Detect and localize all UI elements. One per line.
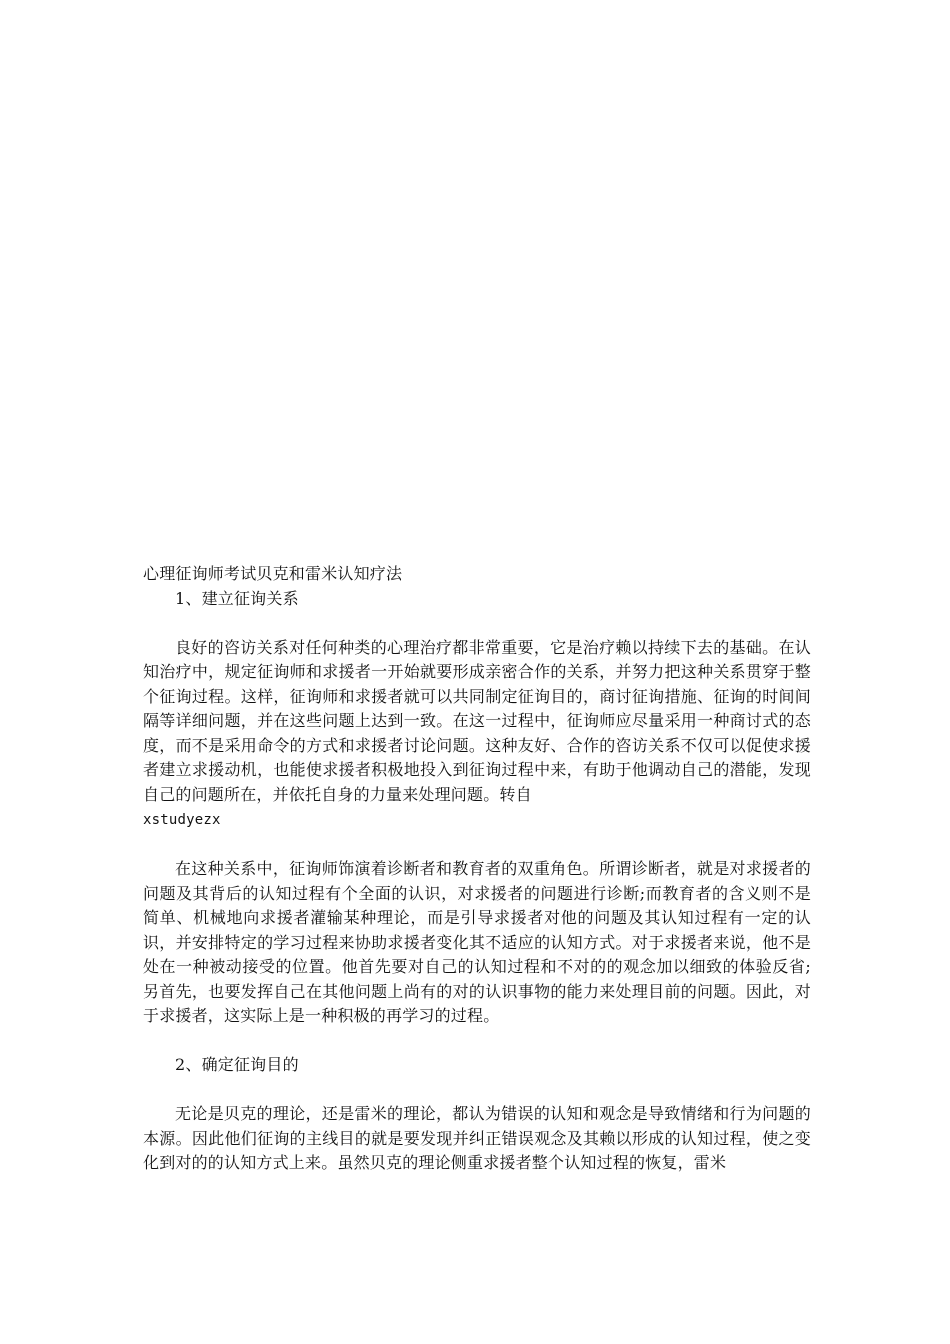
paragraph-consulting-goal: 无论是贝克的理论，还是雷米的理论，都认为错误的认知和观念是导致情绪和行为问题的本源。因此他们征询的主线目的就是要发现并纠正错误观念及其赖以形成的认知过程，使之变化到对的的认知方式上来。虽然贝克的理论侧重求援者整个认知过程的恢复，雷米 bbox=[143, 1104, 811, 1172]
blank-line bbox=[143, 611, 811, 636]
document-body bbox=[143, 562, 811, 1176]
blank-line bbox=[143, 1029, 811, 1054]
paragraph-dual-role: 在这种关系中，征询师饰演着诊断者和教育者的双重角色。所谓诊断者，就是对求援者的问题及其背后的认知过程有个全面的认识，对求援者的问题进行诊断;而教育者的含义则不是简单、机械地向求援者灌输某种理论，而是引导求援者对他的问题及其认知过程有一定的认识，并安排特定的学习过程来协助求援者变化其不适应的认知方式。对于求援者来说，他不是处在一种被动接受的位置。他首先要对自己的认知过程和不对的的观念加以细致的体验反省;另首先，也要发挥自己在其他问题上尚有的对的认识事物的能力来处理目前的问题。因此，对于求援者，这实际上是一种积极的再学习的过程。 bbox=[143, 859, 811, 1025]
paragraph-consulting-relationship bbox=[143, 636, 811, 833]
section-heading-1: 1、建立征询关系 bbox=[175, 588, 299, 608]
blank-line bbox=[143, 1078, 811, 1103]
blank-line bbox=[143, 833, 811, 858]
document-title: 心理征询师考试贝克和雷米认知疗法 bbox=[143, 564, 403, 583]
source-attribution: xstudyezx bbox=[143, 812, 221, 828]
section-heading-2: 2、确定征询目的 bbox=[175, 1055, 299, 1074]
paragraph-text: 良好的咨访关系对任何种类的心理治疗都非常重要，它是治疗赖以持续下去的基础。在认知治疗中，规定征询师和求援者一开始就要形成亲密合作的关系，并努力把这种关系贯穿于整个征询过程。这样，征询师和求援者就可以共同制定征询目的，商讨征询措施、征询的时间间隔等详细问题，并在这些问题上达到一致。在这一过程中，征询师应尽量采用一种商讨式的态度，而不是采用命令的方式和求援者讨论问题。这种友好、合作的咨访关系不仅可以促使求援者建立求援动机，也能使求援者积极地投入到征询过程中来，有助于他调动自己的潜能，发现自己的问题所在，并依托自身的力量来处理问题。转自 bbox=[143, 637, 811, 804]
